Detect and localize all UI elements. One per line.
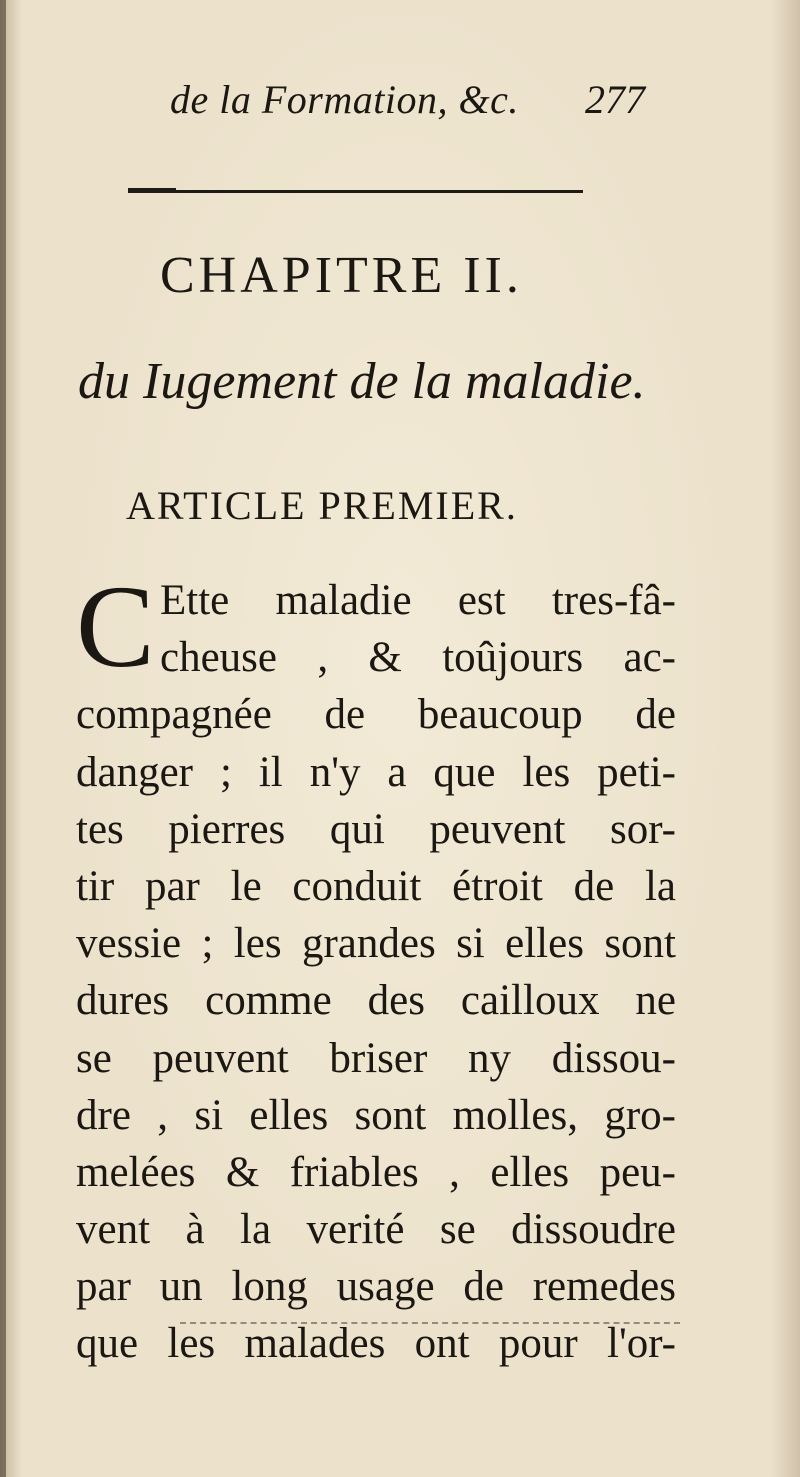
drop-cap: C <box>76 561 155 692</box>
text-line: par un long usage de remedes <box>76 1263 676 1311</box>
text-line: cheuse , & toûjours ac- <box>160 634 676 682</box>
text-line: que les malades ont pour l'or- <box>76 1320 676 1368</box>
text-line: danger ; il n'y a que les peti- <box>76 748 676 796</box>
head-rule <box>128 190 583 193</box>
page-binding-edge <box>0 0 6 1477</box>
text-line: tir par le conduit étroit de la <box>76 862 676 910</box>
running-head <box>170 70 690 130</box>
text-line: Ette maladie est tres-fâ- <box>160 577 676 624</box>
body-text <box>76 561 676 1373</box>
running-head-title: de la Formation, &c. <box>170 77 519 122</box>
section-title: du Iugement de la maladie. <box>78 353 646 410</box>
text-line: dures comme des cailloux ne <box>76 977 676 1025</box>
page-number: 277 <box>585 77 645 122</box>
text-line: vessie ; les grandes si elles sont <box>76 920 676 968</box>
text-line: tes pierres qui peuvent sor- <box>76 805 676 853</box>
text-line: melées & friables , elles peu- <box>76 1148 676 1196</box>
text-line: vent à la verité se dissoudre <box>76 1206 676 1254</box>
article-title: ARTICLE PREMIER. <box>126 483 518 528</box>
text-line: compagnée de beaucoup de <box>76 691 676 739</box>
text-line: dre , si elles sont molles, gro- <box>76 1091 676 1139</box>
chapter-title: CHAPITRE II. <box>160 247 523 304</box>
bottom-print-marks <box>180 1322 680 1325</box>
text-line: se peuvent briser ny dissou- <box>76 1034 676 1082</box>
